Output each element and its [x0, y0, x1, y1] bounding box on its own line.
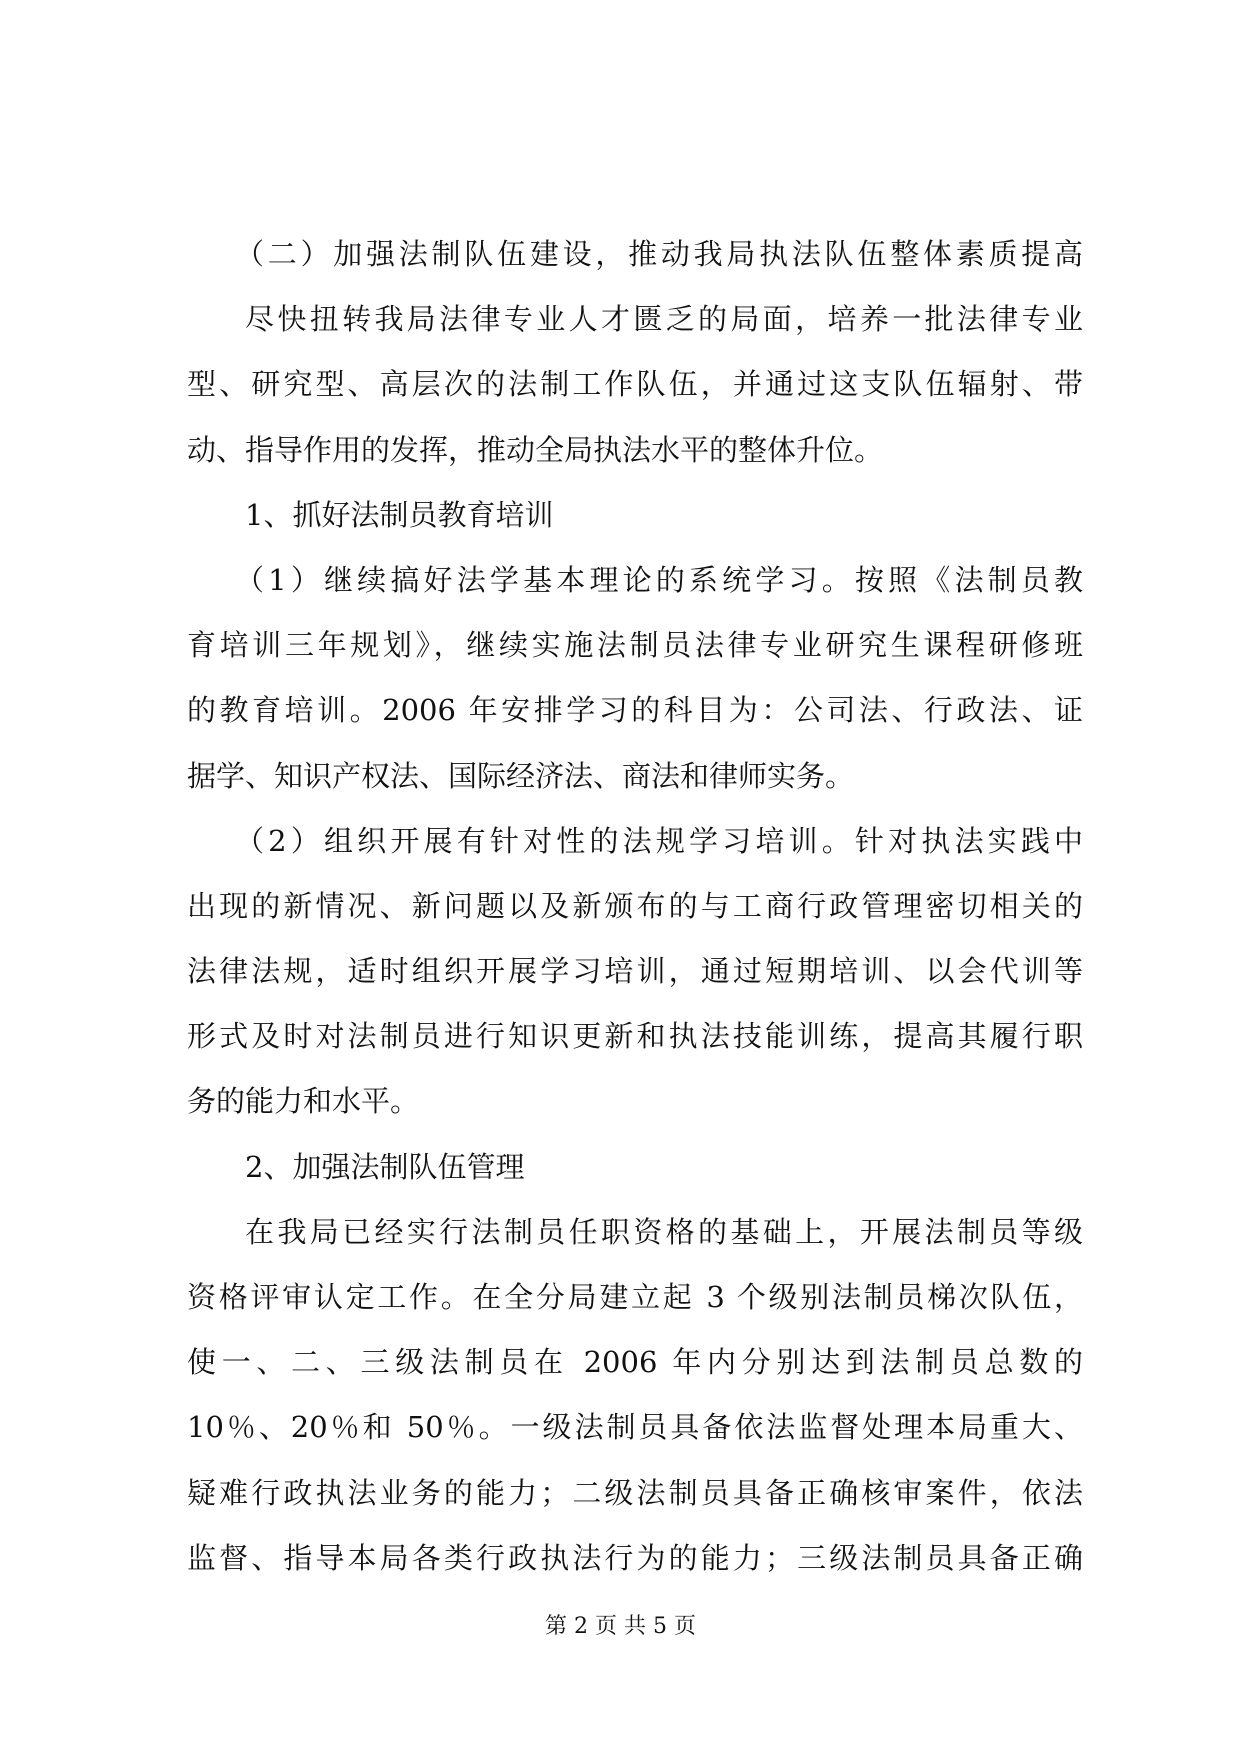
text-line: 10％、20％和 50％。一级法制员具备依法监督处理本局重大、 — [187, 1410, 1083, 1445]
page-footer: 第 2 页 共 5 页 — [545, 1614, 696, 1639]
text-line: 育培训三年规划》，继续实施法制员法律专业研究生课程研修班 — [187, 628, 1083, 663]
item-heading-2: （2）组织开展有针对性的法规学习培训。针对执法实践中 — [235, 823, 1083, 858]
text-line: 出现的新情况、新问题以及新颁布的与工商行政管理密切相关的 — [187, 888, 1083, 923]
subheading-2: 2、加强法制队伍管理 — [245, 1149, 525, 1184]
section-heading-2: （二）加强法制队伍建设，推动我局执法队伍整体素质提高 — [235, 237, 1083, 271]
text-line: 据学、知识产权法、国际经济法、商法和律师实务。 — [187, 758, 855, 793]
text-line: 疑难行政执法业务的能力；二级法制员具备正确核审案件，依法 — [187, 1475, 1083, 1510]
text-line: 动、指导作用的发挥，推动全局执法水平的整体升位。 — [187, 432, 884, 467]
text-line: 尽快扭转我局法律专业人才匮乏的局面，培养一批法律专业 — [245, 302, 1083, 337]
document-body — [187, 222, 1083, 1591]
text-line: 在我局已经实行法制员任职资格的基础上，开展法制员等级 — [245, 1214, 1083, 1249]
text-line: 型、研究型、高层次的法制工作队伍，并通过这支队伍辐射、带 — [187, 367, 1083, 402]
text-line: 使一、二、三级法制员在 2006 年内分别达到法制员总数的 — [187, 1345, 1083, 1380]
text-line: 的教育培训。2006 年安排学习的科目为：公司法、行政法、证 — [187, 693, 1083, 728]
text-line: 法律法规，适时组织开展学习培训，通过短期培训、以会代训等 — [187, 954, 1083, 989]
subheading-1: 1、抓好法制员教育培训 — [245, 497, 554, 532]
text-line: 务的能力和水平。 — [187, 1084, 420, 1119]
text-line: 监督、指导本局各类行政执法行为的能力；三级法制员具备正确 — [187, 1540, 1083, 1575]
text-line: 资格评审认定工作。在全分局建立起 3 个级别法制员梯次队伍， — [187, 1280, 1083, 1314]
text-line: 形式及时对法制员进行知识更新和执法技能训练，提高其履行职 — [187, 1019, 1083, 1054]
item-heading-1: （1）继续搞好法学基本理论的系统学习。按照《法制员教 — [235, 562, 1083, 597]
